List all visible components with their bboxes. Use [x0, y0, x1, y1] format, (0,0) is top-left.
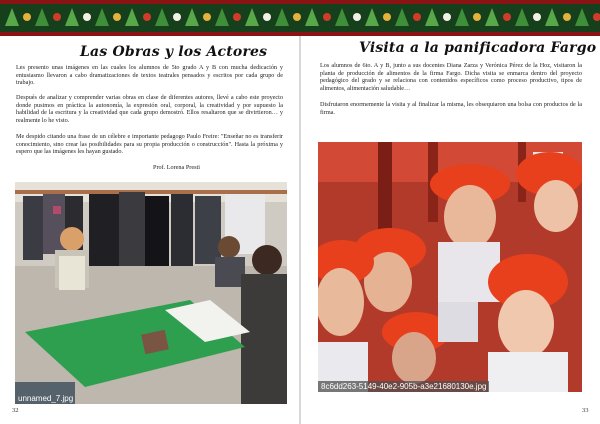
left-paragraph-1: Les presento unas imágenes en las cuales los alumnos de 5to grado A y B con mucha dedicación y entusiasmo llevaron a cabo dramatizaciones de textos teatrales pensados y escritos por cada grupo de trabajo.: [16, 64, 283, 87]
left-paragraph-2: Después de analizar y comprender varias obras en clase de diferentes autores, llevé a cabo este proyecto donde pusimos en práctica la autonomía, la expresión oral, corporal, la creatividad y por supuesto la habilidad de la escritura y la creatividad que cada grupo demostró. Ellos resaltaron que se divirtieron… y realmente lo he visto.: [16, 94, 283, 124]
page-number-left: 32: [12, 407, 19, 414]
classroom-photo: [15, 182, 287, 404]
left-paragraph-3: Me despido citando una frase de un célebre e importante pedagogo Paulo Freire: "Enseñar no es transferir conocimiento, sino crear las posibilidades para su propia producción o construcción". Hasta la próxima y espero que las imágenes les hayan gustado.: [16, 133, 283, 156]
left-photo-caption: unnamed_7.jpg: [18, 394, 74, 403]
factory-visit-photo: [318, 142, 582, 392]
right-paragraph-2: Disfrutaron enormemente la visita y al finalizar la misma, les obsequiaron una bolsa con productos de la firma.: [320, 101, 582, 116]
right-photo-caption: 8c6dd263-5149-40e2-905b-a3e21680130e.jpg: [318, 381, 489, 392]
left-page-title: Las Obras y los Actores: [80, 44, 268, 60]
classroom-photo-image: [15, 182, 287, 404]
left-page: [0, 36, 299, 424]
page-number-right: 33: [582, 407, 589, 414]
right-page-title: Visita a la panificadora Fargo: [359, 40, 597, 56]
factory-visit-photo-image: [318, 142, 582, 392]
right-page: [301, 36, 600, 424]
christmas-banner: [0, 0, 600, 36]
signature: Prof. Lorena Presti: [153, 164, 200, 171]
right-paragraph-1: Los alumnos de 6to. A y B, junto a sus docentes Diana Zarza y Verónica Pérez de la Hoz, visitaron la planta de producción de alimentos de la firma Fargo. Dicha visita se enmarca dentro del proyecto pedagógico del grado y se relaciona con contenidos específicos como proceso productivo, tipos de alimentos, alimentación saludable…: [320, 62, 582, 92]
christmas-garland-decoration: [0, 0, 600, 36]
